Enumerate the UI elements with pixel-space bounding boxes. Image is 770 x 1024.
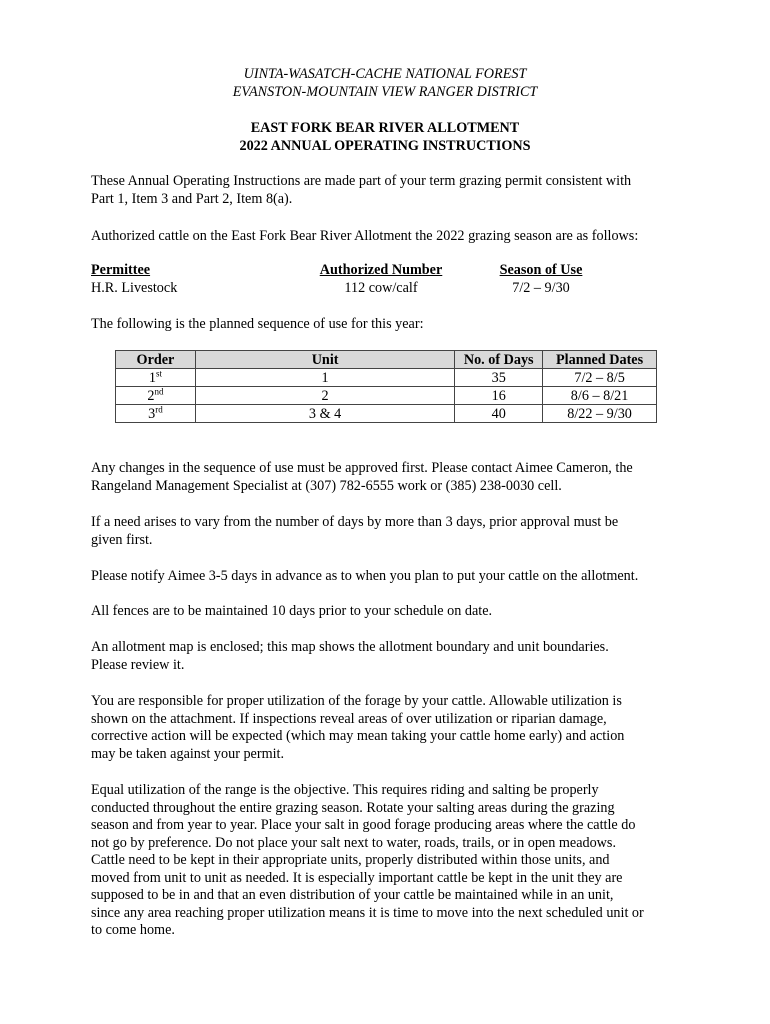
text-line: If a need arises to vary from the number of days by more than 3 days, prior approval must be	[91, 514, 619, 530]
text-line: season and from year to year. Place your salt in good forage producing areas where the cattle do	[91, 817, 636, 833]
text-line: Any changes in the sequence of use must be approved first. Please contact Aimee Cameron, the	[91, 460, 633, 476]
allotment-title: EAST FORK BEAR RIVER ALLOTMENT	[250, 120, 520, 136]
equal-utilization-paragraph	[91, 782, 691, 940]
map-paragraph	[91, 639, 691, 674]
forest-name: UINTA-WASATCH-CACHE NATIONAL FOREST	[243, 66, 527, 82]
table-row	[116, 405, 657, 423]
text-line: The following is the planned sequence of use for this year:	[91, 316, 424, 332]
unit-cell: 3 & 4	[195, 405, 454, 423]
column-header-dates: Planned Dates	[543, 351, 657, 369]
changes-paragraph	[91, 460, 691, 495]
text-line: not go by preference. Do not place your salt next to water, roads, trails, or in open meadows.	[91, 834, 616, 851]
document-title	[0, 120, 770, 155]
forest-header	[0, 66, 770, 101]
season-heading: Season of Use	[499, 262, 583, 278]
text-line: These Annual Operating Instructions are made part of your term grazing permit consistent with	[91, 173, 632, 189]
text-line: supposed to be in and that an even distribution of your cattle be maintained while in an unit,	[91, 887, 614, 903]
dates-cell: 7/2 – 8/5	[543, 369, 657, 387]
text-line: You are responsible for proper utilization of the forage by your cattle. Allowable utilization is	[91, 693, 622, 709]
dates-cell: 8/22 – 9/30	[543, 405, 657, 423]
days-cell: 16	[455, 387, 543, 405]
column-header-days: No. of Days	[455, 351, 543, 369]
text-line: given first.	[91, 531, 153, 548]
fences-paragraph	[91, 603, 691, 621]
text-line: Cattle need to be kept in their appropriate units, properly distributed within those units, and	[91, 852, 610, 868]
instructions-title: 2022 ANNUAL OPERATING INSTRUCTIONS	[239, 137, 531, 154]
days-cell: 35	[455, 369, 543, 387]
order-cell: 1st	[116, 369, 196, 387]
season-value: 7/2 – 9/30	[512, 279, 570, 296]
text-line: Please notify Aimee 3-5 days in advance as to when you plan to put your cattle on the allotment.	[91, 568, 639, 584]
table-row	[116, 387, 657, 405]
sequence-intro	[91, 316, 691, 334]
unit-cell: 2	[195, 387, 454, 405]
sequence-table	[115, 350, 657, 423]
authorized-number-heading: Authorized Number	[319, 262, 443, 278]
column-header-unit: Unit	[195, 351, 454, 369]
table-header-row	[116, 351, 657, 369]
order-cell: 2nd	[116, 387, 196, 405]
text-line: shown on the attachment. If inspections reveal areas of over utilization or riparian damage,	[91, 710, 607, 727]
authorized-number-column	[311, 262, 451, 297]
text-line: corrective action will be expected (which may mean taking your cattle home early) and action	[91, 728, 625, 744]
utilization-paragraph	[91, 693, 691, 763]
district-name: EVANSTON-MOUNTAIN VIEW RANGER DISTRICT	[232, 83, 538, 100]
permit-summary	[91, 262, 691, 302]
text-line: Rangeland Management Specialist at (307) 782-6555 work or (385) 238-0030 cell.	[91, 477, 562, 494]
unit-cell: 1	[195, 369, 454, 387]
table-row	[116, 369, 657, 387]
text-line: moved from unit to unit as needed. It is especially important cattle be kept in the unit they are	[91, 869, 623, 886]
dates-cell: 8/6 – 8/21	[543, 387, 657, 405]
text-line: Part 1, Item 3 and Part 2, Item 8(a).	[91, 190, 293, 207]
authorized-paragraph	[91, 228, 691, 246]
text-line: may be taken against your permit.	[91, 745, 285, 762]
permittee-column	[91, 262, 177, 297]
text-line: conducted throughout the entire grazing season. Rotate your salting areas during the grazing	[91, 799, 615, 816]
permittee-value: H.R. Livestock	[91, 279, 178, 296]
order-cell: 3rd	[116, 405, 196, 423]
column-header-order: Order	[116, 351, 196, 369]
text-line: All fences are to be maintained 10 days prior to your schedule on date.	[91, 603, 493, 619]
authorized-number-value: 112 cow/calf	[344, 279, 418, 296]
notify-paragraph	[91, 568, 691, 586]
days-cell: 40	[455, 405, 543, 423]
season-column	[491, 262, 591, 297]
text-line: since any area reaching proper utilization means it is time to move into the next scheduled unit or	[91, 904, 644, 921]
permittee-heading: Permittee	[91, 262, 151, 278]
text-line: Please review it.	[91, 656, 185, 673]
intro-paragraph	[91, 173, 691, 208]
text-line: Authorized cattle on the East Fork Bear River Allotment the 2022 grazing season are as follows:	[91, 228, 639, 244]
text-line: Equal utilization of the range is the objective. This requires riding and salting be properly	[91, 782, 599, 798]
vary-paragraph	[91, 514, 691, 549]
text-line: An allotment map is enclosed; this map shows the allotment boundary and unit boundaries.	[91, 639, 609, 655]
text-line: to come home.	[91, 922, 175, 938]
